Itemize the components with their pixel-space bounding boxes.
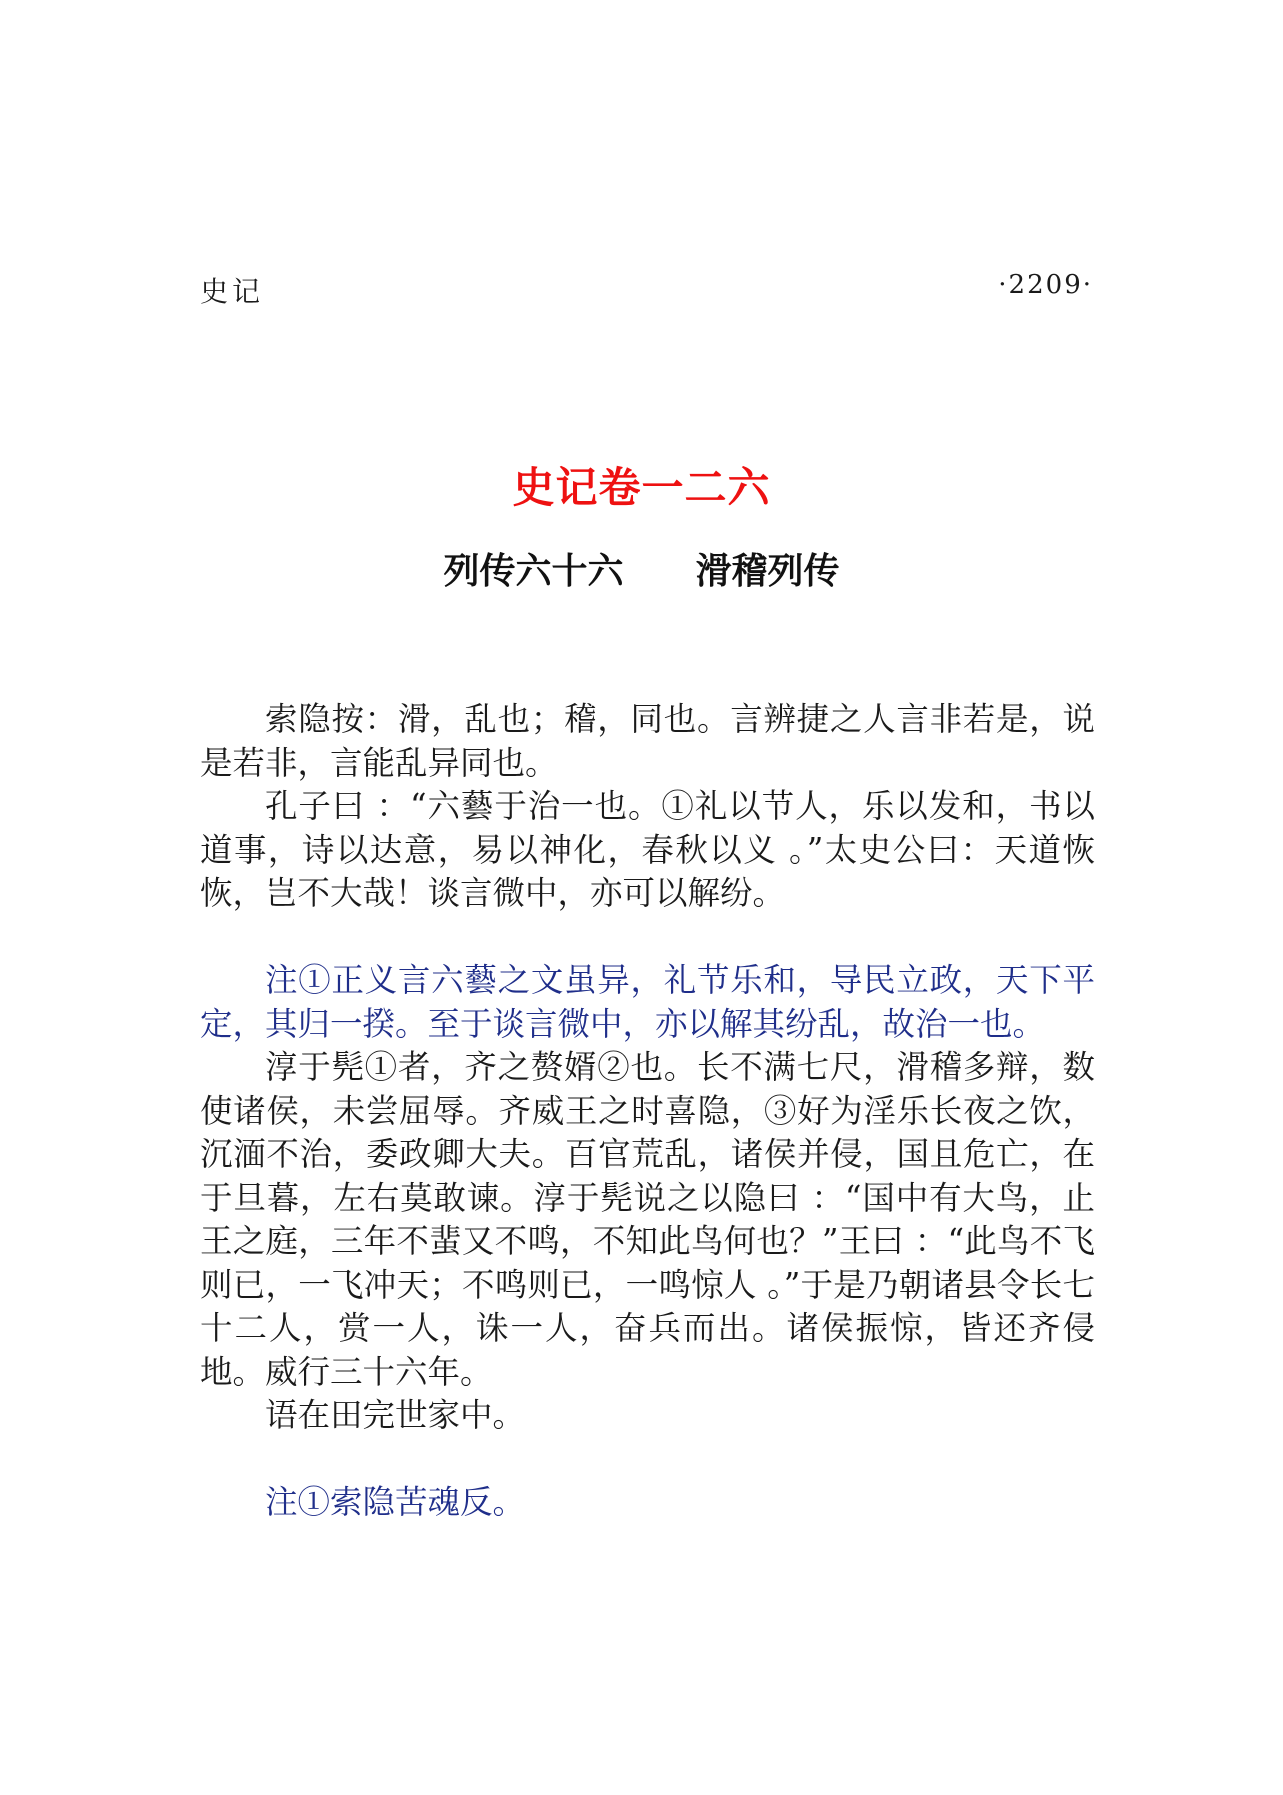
reference-paragraph: 语在田完世家中。 bbox=[265, 1396, 526, 1434]
chunyu-kun-paragraph: 淳于髡①者，齐之赘婿②也。长不满七尺，滑稽多辩，数使诸侯，未尝屈辱。齐威王之时喜隐，③好为淫乐长夜之饮，沉湎不治，委政卿大夫。百官荒乱，诸侯并侵，国且危亡，在于旦暮，左右莫敢谏。淳于髡说之以隐曰 ：“国中有大鸟，止王之庭，三年不蜚又不鸣，不知此鸟何也？”王曰 ：“此鸟不飞则已，一飞冲天；不鸣则已，一鸣惊人 。”于是乃朝诸县令长七十二人，赏一人，诛一人，奋兵而出。诸侯振惊，皆还齐侵地。威行三十六年。 bbox=[200, 1048, 1095, 1391]
intro-paragraph: 索隐按：滑，乱也；稽，同也。言辨捷之人言非若是，说是若非，言能乱异同也。 bbox=[200, 700, 1095, 782]
main-text bbox=[200, 698, 1095, 1525]
running-header-title: 史记 bbox=[200, 275, 265, 308]
annotation-note: 注①索隐苦魂反。 bbox=[265, 1483, 526, 1521]
page-number: ·2209· bbox=[998, 270, 1093, 300]
chapter-subtitle: 列传六十六 滑稽列传 bbox=[443, 551, 840, 592]
chapter-title: 史记卷一二六 bbox=[512, 463, 771, 512]
annotation-note: 注①正义言六藝之文虽异，礼节乐和，导民立政，天下平定，其归一揆。至于谈言微中，亦以解其纷乱，故治一也。 bbox=[200, 961, 1095, 1043]
paragraph-gap bbox=[200, 1438, 1095, 1482]
paragraph-gap bbox=[200, 916, 1095, 960]
confucius-paragraph: 孔子曰 ：“六藝于治一也。①礼以节人，乐以发和，书以道事，诗以达意，易以神化，春秋以义 。”太史公曰：天道恢恢，岂不大哉！谈言微中，亦可以解纷。 bbox=[200, 787, 1095, 912]
